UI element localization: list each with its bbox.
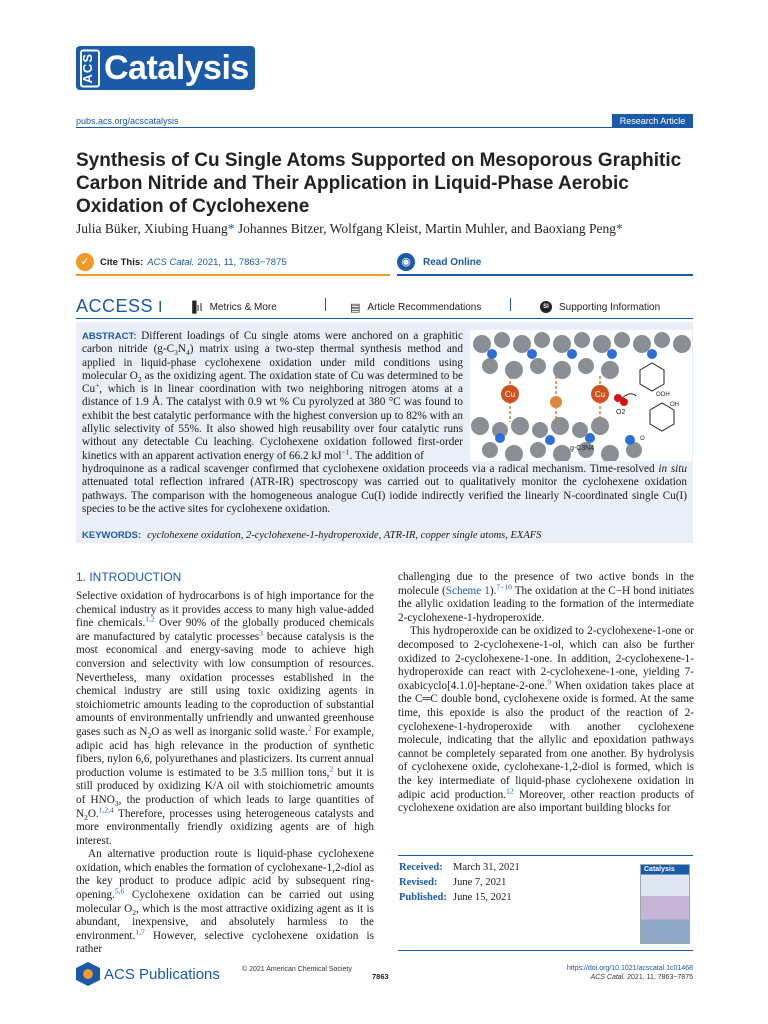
copyright: © 2021 American Chemical Society: [242, 966, 352, 973]
author[interactable]: Julia Büker: [76, 221, 138, 236]
globe-icon: ◉: [397, 253, 415, 271]
revised-date: Revised: June 7, 2021: [399, 877, 507, 888]
divider: [510, 298, 511, 311]
body-column-left: [76, 590, 374, 957]
paragraph: challenging due to the presence of two active bonds in the molecule (Scheme 1).$^{7-10}$ The oxidation at the C−H bond initiates the allylic oxidation leading to the formation of the intermediate 2-cyclohexene-1-hydroperoxide.: [398, 571, 694, 624]
abstract-label: ABSTRACT:: [82, 331, 137, 342]
paragraph: This hydroperoxide can be oxidized to 2-cyclohexene-1-one or decomposed to 2-cyclohexene-1-ol, which can also be further oxidized to 2-cyclohexene-1-one. In addition, 2-cyclohexene-1-hydroperoxide can react with 2-cyclohexene-1-one, yielding 7-oxabicyclo[4.1.0]-heptane-2-one.$^9$ When oxidation takes place at the C═C double bond, cyclohexene oxide is formed. At the same time, this epoxide is also the product of the reaction of 2-cyclohexene-1-hydroperoxide with another cyclohexene molecule, indicating that the allylic and epoxidation pathways cannot be completely separated from one another. By hydrolysis of cyclohexene oxide, cyclohexane-1,2-diol is formed, which is the key intermediate of liquid-phase cyclohexene oxidation in adipic acid production.$^{12}$ Moreover, other reaction products of cyclohexene oxidation are also important building blocks for: [398, 625, 694, 815]
cite-reference: 2021, 11, 7863−7875: [197, 256, 287, 268]
read-online-button[interactable]: [397, 250, 693, 276]
ooh-label: OOH: [656, 392, 670, 398]
paragraph: Selective oxidation of hydrocarbons is of high importance for the chemical industry as it provides access to many high value-added fine chemicals.$^{1,2}$ Over 90% of the globally produced chemicals are manufactured by catalytic processes$^3$ because catalysis is the most economical and energy-saving mode to achieve high conversion and selectivity with low consumption of resources. Nevertheless, many oxidation processes established in the chemical industry are still using toxic oxidizing agents in stoichiometric amounts leading to the coproduction of substantial amounts of environmentally unfriendly and unwanted greenhouse gases such as $N_2O$ as well as inorganic solid waste.$^2$ For example, adipic acid has high relevance in the production of synthetic fibers, nylon 6,6, polyurethanes and plasticizers. Its current annual production volume is estimated to be 3.5 million tons,$^2$ but it is still produced by oxidizing K/A oil with stoichiometric amounts of $HNO_3$, the production of which leads to large quantities of $N_2O.^{1,2,4}$ Therefore, processes using heterogeneous catalysts and more environmentally friendly oxidizing agents are of high interest.: [76, 590, 375, 847]
oh-label: OH: [670, 402, 679, 408]
corresponding-author-icon[interactable]: *: [616, 221, 623, 236]
si-icon: SI: [540, 301, 552, 313]
o-label: O: [640, 436, 645, 442]
metrics-button[interactable]: ▐ıl Metrics & More: [188, 301, 277, 314]
received-date: Received: March 31, 2021: [399, 862, 520, 873]
keywords-text: cyclohexene oxidation, 2-cyclohexene-1-hydroperoxide, ATR-IR, copper single atoms, EXAFS: [147, 530, 542, 541]
o2-label: O2: [616, 409, 626, 416]
abstract-text: ABSTRACT: Different loadings of Cu single atoms were anchored on a graphitic carbon nitride $(g-C_3N_4)$ matrix using a two-step thermal synthesis method and applied in liquid-phase cyclohexene oxidation under mild conditions using molecular $O_2$ as the oxidizing agent. The oxidation state of Cu was determined to be Cu+, which is in linear coordination with two neighboring nitrogen atoms at a distance of 1.9 Å. The catalyst with 0.9 wt % Cu pyrolyzed at 380 °C was found to exhibit the best catalytic performance with the highest conversion up to 82% with an allylic selectivity of 55%. It also showed high reusability over four catalytic runs without any detectable Cu leaching. Cyclohexene oxidation followed first-order kinetics with an apparent activation energy of 66.2 kJ mol$^{-1}$. The addition of: [82, 330, 464, 462]
author[interactable]: Xiubing Huang: [144, 221, 228, 236]
header-rule: [76, 127, 693, 128]
published-date: Published: June 15, 2021: [399, 892, 512, 903]
toc-graphic-svg: [470, 330, 692, 461]
journal-url[interactable]: pubs.acs.org/acscatalysis: [76, 116, 179, 126]
publisher-name: ACS Publications: [104, 965, 220, 983]
article-title: Synthesis of Cu Single Atoms Supported on Mesoporous Graphitic Carbon Nitride and Their Application in Liquid-Phase Aerobic Oxidation of Cyclohexene: [76, 150, 682, 217]
doi-link[interactable]: https://doi.org/10.1021/acscatal.1c01468: [566, 965, 693, 972]
access-label: ACCESS I: [76, 296, 163, 316]
acs-hexagon-icon: [76, 962, 100, 986]
article-recommendations-button[interactable]: ▤ Article Recommendations: [350, 301, 482, 314]
author[interactable]: Johannes Bitzer: [237, 221, 324, 236]
cite-journal: ACS Catal.: [147, 256, 195, 268]
access-rule: [76, 318, 693, 319]
cover-title: Catalysis: [644, 866, 675, 873]
author[interactable]: Baoxiang Peng: [533, 221, 617, 236]
author[interactable]: Wolfgang Kleist: [329, 221, 419, 236]
journal-logo[interactable]: [76, 46, 255, 90]
author[interactable]: Martin Muhler: [424, 221, 505, 236]
footer-citation: ACS Catal. 2021, 11, 7863−7875: [590, 974, 693, 981]
abstract-box: [76, 322, 693, 543]
toc-graphic[interactable]: [470, 330, 692, 461]
page-number: 7863: [372, 972, 389, 981]
cite-label: Cite This:: [100, 256, 144, 268]
document-icon: ▤: [350, 301, 361, 314]
journal-cover-thumbnail[interactable]: [640, 864, 690, 944]
author-list: Julia Büker, Xiubing Huang* Johannes Bitzer, Wolfgang Kleist, Martin Muhler, and Baoxiang Peng*: [76, 221, 623, 236]
supporting-information-button[interactable]: SI Supporting Information: [540, 301, 660, 313]
bar-chart-icon: ▐ıl: [188, 301, 203, 314]
gcn-label: g-C3N4: [570, 445, 595, 452]
publisher-logo[interactable]: [76, 962, 220, 986]
keywords: [82, 530, 687, 541]
paragraph: An alternative production route is liquid-phase cyclohexene oxidation, which enables the formation of cyclohexane-1,2-diol as the key product to produce adipic acid by subsequent ring-opening.$^{5,6}$ Cyclohexene oxidation can be carried out using molecular $O_2$, which is the most attractive oxidizing agent as it is abundant, inexpensive, and absolutely harmless to the environment.$^{1,7}$ However, selective cyclohexene oxidation is rather: [76, 848, 374, 956]
cite-this-button[interactable]: [76, 250, 390, 276]
cu-label: Cu: [504, 390, 516, 399]
cu-label: Cu: [594, 390, 606, 399]
abstract-text-continued: hydroquinone as a radical scavenger confirmed that cyclohexene oxidation proceeds via a radical mechanism. Time-resolved in situ attenuated total reflection infrared (ATR-IR) spectroscopy was carried out to qualitatively monitor the cyclohexene oxidation pathways. The comparison with the homogeneous analogue Cu(I) iodide indirectly verified the linearly N-coordinated single Cu(I) species to be the active sites for cyclohexene oxidation.: [82, 463, 687, 515]
scheme-link[interactable]: Scheme 1: [445, 584, 490, 597]
corresponding-author-icon[interactable]: *: [227, 221, 235, 236]
check-icon: ✓: [76, 253, 94, 271]
article-type-badge: Research Article: [612, 114, 693, 128]
article-dates: [398, 855, 693, 951]
section-heading: 1. INTRODUCTION: [76, 570, 182, 584]
body-column-right: [398, 571, 694, 816]
logo-acs: ACS: [80, 49, 100, 87]
keywords-label: KEYWORDS:: [82, 530, 142, 541]
divider: [325, 298, 326, 311]
read-online-label: Read Online: [423, 256, 482, 268]
logo-title: Catalysis: [104, 48, 249, 87]
